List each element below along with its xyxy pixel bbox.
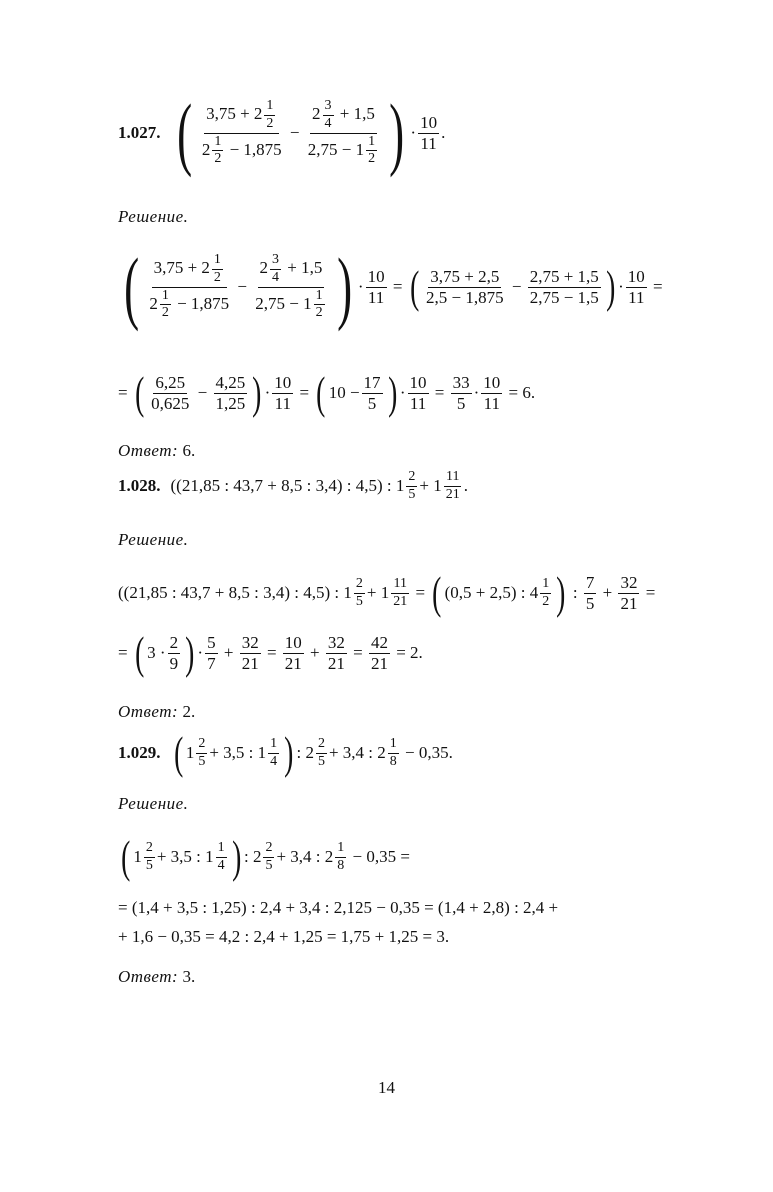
problem-1-027-condition: 1.027. ( 3,75 + 2 $\frac{1}{2}$ 2 $\frac{1}{2}$ − 1,875 − 2 $\frac{3}{4}$ + 1,5 2,75 − 1 $\frac{1}{2}$ ) · 10 11 . <box>118 87 446 178</box>
problem-1-028-condition: 1.028. ((21,85 : 43,7 + 8,5 : 3,4) : 4,5) : 1 2 5 + 1 11 21 . <box>118 469 468 502</box>
solution-label: Решение. <box>118 794 189 813</box>
answer: Ответ: 3. <box>118 967 196 986</box>
problem-number: 1.027. <box>118 123 161 142</box>
fraction: 2 $\frac{3}{4}$ + 1,5 2,75 − 1 $\frac{1}{2}$ <box>307 98 376 167</box>
solution-label: Решение. <box>118 207 189 226</box>
solution-line: ((21,85 : 43,7 + 8,5 : 3,4) : 4,5) : 1 2 5 + 1 $\frac{11}{21}$ = ( (0,5 + 2,5) : 4 1 2 ) : 7 5 + $\frac{32}{21}$ = <box>118 567 656 618</box>
page-number: 14 <box>378 1078 395 1097</box>
solution-line: + 1,6 − 0,35 = 4,2 : 2,4 + 1,25 = 1,75 + 1,25 = 3. <box>118 927 450 946</box>
problem-1-029-condition: 1.029. ( 1 2 5 + 3,5 : 1 1 4 ) : 2 2 5 + 3,4 : 2 1 8 − 0,35. <box>118 727 453 778</box>
solution-line: = ( 6,25 0,625 − $\frac{4,25}{1,25}$ ) · $\frac{10}{11}$ = ( 10 − $\frac{17}{5}$ ) · $\frac{10}{11}$ = $\frac{33}{5}$ · 10 11 = 6. <box>118 367 536 418</box>
answer: Ответ: 2. <box>118 702 196 721</box>
solution-line: = (1,4 + 3,5 : 1,25) : 2,4 + 3,4 : 2,125 − 0,35 = (1,4 + 2,8) : 2,4 + <box>118 898 559 917</box>
solution-line: ( 3,75 + 2 $\frac{1}{2}$ 2 $\frac{1}{2}$ − 1,875 − 2 $\frac{3}{4}$ + 1,5 2,75 − 1 $\frac{1}{2}$ ) · $\frac{10}{11}$ = ( 3,75 + 2,5 2,5 − 1,875 − $\frac{2,75 + 1,5}{2,75 - 1,5}$ ) · $\frac{10}{11}$ = <box>124 241 663 332</box>
right-paren: ) <box>389 87 405 178</box>
solution-label: Решение. <box>118 530 189 549</box>
left-paren: ( <box>176 87 192 178</box>
fraction: 3,75 + 2 $\frac{1}{2}$ 2 $\frac{1}{2}$ − 1,875 <box>201 98 282 167</box>
solution-line: ( 1 2 5 + 3,5 : 1 1 4 ) : 2 2 5 + 3,4 : 2 1 8 − 0,35 = <box>121 831 410 882</box>
fraction: 10 11 <box>420 112 438 153</box>
solution-line: = ( 3 · 2 9 ) · 5 7 + $\frac{32}{21}$ = $\frac{10}{21}$ + $\frac{32}{21}$ = $\frac{42}{21}$ = 2. <box>118 627 423 678</box>
answer: Ответ: 6. <box>118 441 196 460</box>
